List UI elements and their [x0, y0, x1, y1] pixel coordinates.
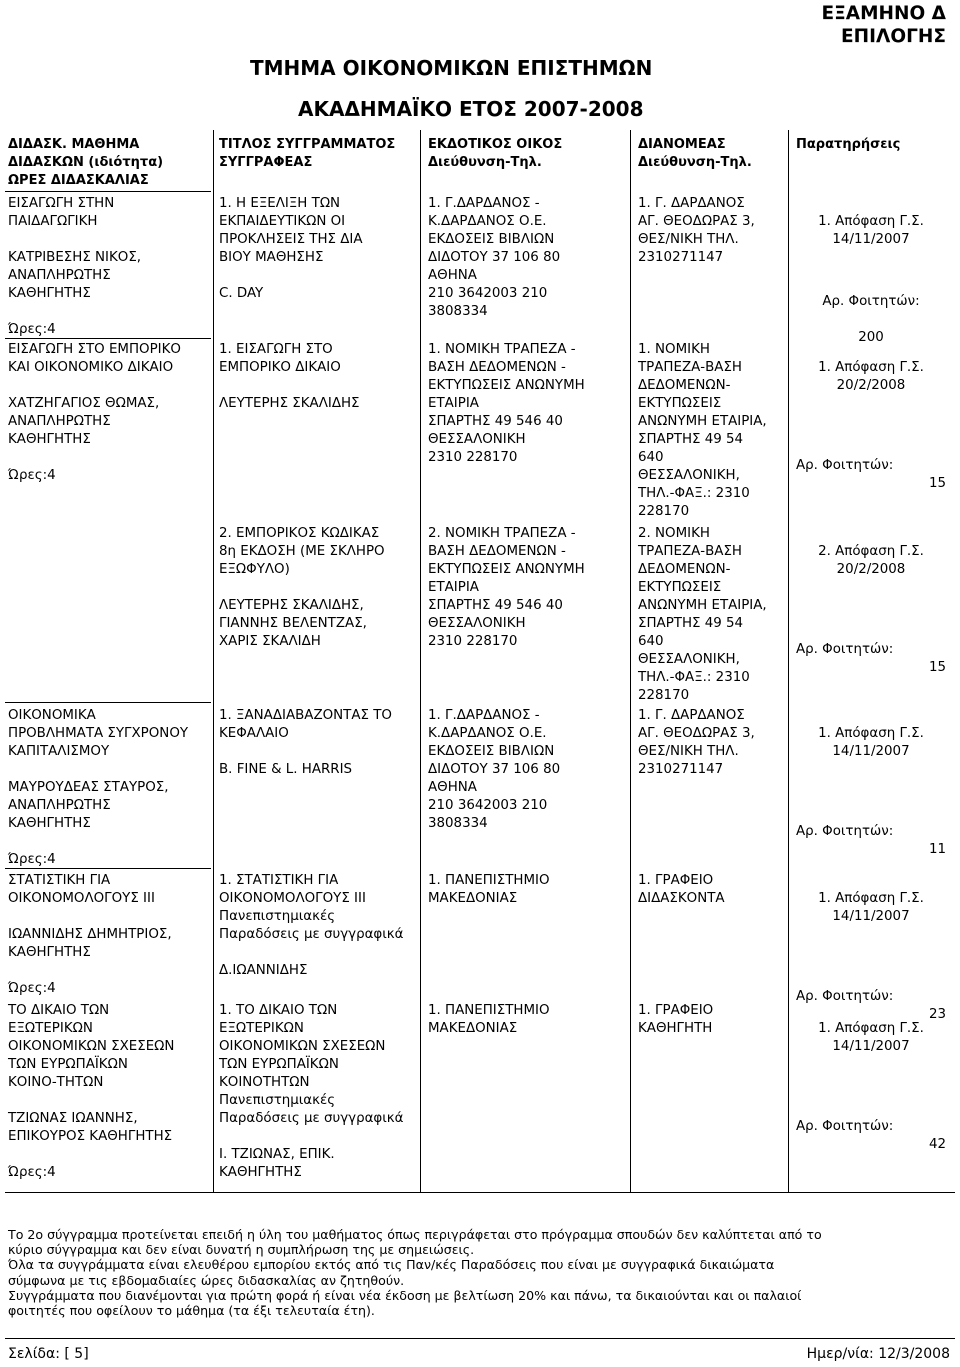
course-cell: ΤΟ ΔΙΚΑΙΟ ΤΩΝ ΕΞΩΤΕΡΙΚΩΝ ΟΙΚΟΝΟΜΙΚΩΝ ΣΧΕΣΕΩΝ ΤΩΝ ΕΥΡΩΠΑΪΚΩΝ ΚΟΙΝΟ-ΤΗΤΩΝ ΤΖΙΩΝΑΣ ΙΩΑΝΝΗΣ, ΕΠΙΚΟΥΡΟΣ ΚΑΘΗΓΗΤΗΣ Ώρες:4	[8, 1003, 175, 1180]
column-header-title: ΤΙΤΛΟΣ ΣΥΓΓΡΑΜΜΑΤΟΣ ΣΥΓΓΡΑΦΕΑΣ	[219, 137, 396, 170]
book-title-cell: 2. ΕΜΠΟΡΙΚΟΣ ΚΩΔΙΚΑΣ 8η ΕΚΔΟΣΗ (ΜΕ ΣΚΛΗΡΟ ΕΞΩΦΥΛΟ) ΛΕΥΤΕΡΗΣ ΣΚΑΛΙΔΗΣ, ΓΙΑΝΝΗΣ ΒΕΛΕΝΤΖΑΣ, ΧΑΡΙΣ ΣΚΑΛΙΔΗ	[219, 526, 385, 649]
students-count: 11	[928, 842, 946, 857]
book-title-cell: 1. Η ΕΞΕΛΙΞΗ ΤΩΝ ΕΚΠΑΙΔΕΥΤΙΚΩΝ ΟΙ ΠΡΟΚΛΗΣΕΙΣ ΤΗΣ ΔΙΑ ΒΙΟΥ ΜΑΘΗΣΗΣ C. DAY	[219, 196, 363, 301]
distributor-cell: 1. Γ. ΔΑΡΔΑΝΟΣ ΑΓ. ΘΕΟΔΩΡΑΣ 3, ΘΕΣ/ΝΙΚΗ ΤΗΛ. 2310271147	[638, 196, 755, 265]
page-number: Σελίδα: [ 5]	[8, 1346, 89, 1362]
row-divider	[5, 702, 211, 703]
column-header-publisher: ΕΚΔΟΤΙΚΟΣ ΟΙΚΟΣ Διεύθυνση-Τηλ.	[428, 137, 563, 170]
notes-cell	[796, 525, 946, 695]
distributor-cell: 1. Γ. ΔΑΡΔΑΝΟΣ ΑΓ. ΘΕΟΔΩΡΑΣ 3, ΘΕΣ/ΝΙΚΗ ΤΗΛ. 2310271147	[638, 708, 755, 777]
book-title-cell: 1. ΣΤΑΤΙΣΤΙΚΗ ΓΙΑ ΟΙΚΟΝΟΜΟΛΟΓΟΥΣ ΙΙΙ Πανεπιστημιακές Παραδόσεις με συγγραφικά Δ.ΙΩΑΝΝΙΔΗΣ	[219, 873, 404, 978]
publisher-cell: 1. ΠΑΝΕΠΙΣΤΗΜΙΟ ΜΑΚΕΔΟΝΙΑΣ	[428, 873, 550, 906]
publisher-cell: 1. ΝΟΜΙΚΗ ΤΡΑΠΕΖΑ - ΒΑΣΗ ΔΕΔΟΜΕΝΩΝ - ΕΚΤΥΠΩΣΕΙΣ ΑΝΩΝΥΜΗ ΕΤΑΙΡΙΑ ΣΠΑΡΤΗΣ 49 546 40 ΘΕΣΣΑΛΟΝΙΚΗ 2310 228170	[428, 342, 585, 465]
notes-cell	[796, 707, 946, 877]
publisher-cell: 1. ΠΑΝΕΠΙΣΤΗΜΙΟ ΜΑΚΕΔΟΝΙΑΣ	[428, 1003, 550, 1036]
students-label: Αρ. Φοιτητών:	[796, 989, 894, 1004]
publisher-cell: 2. ΝΟΜΙΚΗ ΤΡΑΠΕΖΑ - ΒΑΣΗ ΔΕΔΟΜΕΝΩΝ - ΕΚΤΥΠΩΣΕΙΣ ΑΝΩΝΥΜΗ ΕΤΑΙΡΙΑ ΣΠΑΡΤΗΣ 49 546 40 ΘΕΣΣΑΛΟΝΙΚΗ 2310 228170	[428, 526, 585, 649]
distributor-cell: 1. ΝΟΜΙΚΗ ΤΡΑΠΕΖΑ-ΒΑΣΗ ΔΕΔΟΜΕΝΩΝ- ΕΚΤΥΠΩΣΕΙΣ ΑΝΩΝΥΜΗ ΕΤΑΙΡΙΑ, ΣΠΑΡΤΗΣ 49 54 640 ΘΕΣΣΑΛΟΝΙΚΗ, ΤΗΛ.-ΦΑΞ.: 2310 228170	[638, 342, 767, 519]
semester-label: ΕΞΑΜΗΝΟ Δ ΕΠΙΛΟΓΗΣ	[821, 3, 946, 47]
students-label: Αρ. Φοιτητών:	[796, 458, 894, 473]
footnote: Το 2ο σύγγραμμα προτείνεται επειδή η ύλη του μαθήματος όπως περιγράφεται στο πρόγραμμα σπουδών δεν καλύπτεται από το κύριο σύγγραμμα και δεν είναι δυνατή η συμπλήρωση της με σημειώσεις. Όλα τα συγγράμματα είναι ελευθέρου εμπορίου εκτός από τις Παν/κές Παραδόσεις που είναι με συγγραφικά δικαιώματα σύμφωνα με τις εβδομαδιαίες ώρες διδασκαλίας αν ζητηθούν. Συγγράμματα που διανέμονται για πρώτη φορά ή είναι νέα έκδοση με βελτίωση 20% και πάνω, τα δικαιούνται και οι παλαιοί φοιτητές που οφείλουν το μάθημα (τα έξι τελευταία έτη).	[8, 1227, 822, 1319]
students-count: 15	[928, 476, 946, 491]
column-header-course: ΔΙΔΑΣΚ. ΜΑΘΗΜΑ ΔΙΔΑΣΚΩΝ (ιδιότητα) ΩΡΕΣ ΔΙΔΑΣΚΑΛΙΑΣ	[8, 137, 164, 188]
students-count: 23	[928, 1007, 946, 1022]
table-bottom-rule	[5, 1192, 955, 1193]
distributor-cell: 1. ΓΡΑΦΕΙΟ ΚΑΘΗΓΗΤΗ	[638, 1003, 714, 1036]
students-count: 15	[928, 660, 946, 675]
students-count: 42	[928, 1137, 946, 1152]
course-cell: ΣΤΑΤΙΣΤΙΚΗ ΓΙΑ ΟΙΚΟΝΟΜΟΛΟΓΟΥΣ ΙΙΙ ΙΩΑΝΝΙΔΗΣ ΔΗΜΗΤΡΙΟΣ, ΚΑΘΗΓΗΤΗΣ Ώρες:4	[8, 873, 172, 996]
column-divider	[420, 130, 421, 1192]
course-cell: ΕΙΣΑΓΩΓΗ ΣΤΗΝ ΠΑΙΔΑΓΩΓΙΚΗ ΚΑΤΡΙΒΕΣΗΣ ΝΙΚΟΣ, ΑΝΑΠΛΗΡΩΤΗΣ ΚΑΘΗΓΗΤΗΣ Ώρες:4	[8, 196, 142, 337]
distributor-cell: 1. ΓΡΑΦΕΙΟ ΔΙΔΑΣΚΟΝΤΑ	[638, 873, 725, 906]
course-cell: ΟΙΚΟΝΟΜΙΚΑ ΠΡΟΒΛΗΜΑΤΑ ΣΥΓΧΡΟΝΟΥ ΚΑΠΙΤΑΛΙΣΜΟΥ ΜΑΥΡΟΥΔΕΑΣ ΣΤΑΥΡΟΣ, ΑΝΑΠΛΗΡΩΤΗΣ ΚΑΘΗΓΗΤΗΣ Ώρες:4	[8, 708, 189, 867]
course-cell: ΕΙΣΑΓΩΓΗ ΣΤΟ ΕΜΠΟΡΙΚΟ ΚΑΙ ΟΙΚΟΝΟΜΙΚΟ ΔΙΚΑΙΟ ΧΑΤΖΗΓΑΓΙΟΣ ΘΩΜΑΣ, ΑΝΑΠΛΗΡΩΤΗΣ ΚΑΘΗΓΗΤΗΣ Ώρες:4	[8, 342, 181, 483]
footer-rule	[5, 1338, 955, 1339]
students-label: Αρ. Φοιτητών:	[822, 294, 920, 309]
decision-note: 1. Απόφαση Γ.Σ. 14/11/2007	[818, 1021, 924, 1054]
publisher-cell: 1. Γ.ΔΑΡΔΑΝΟΣ - Κ.ΔΑΡΔΑΝΟΣ Ο.Ε. ΕΚΔΟΣΕΙΣ ΒΙΒΛΙΩΝ ΔΙΔΟΤΟΥ 37 106 80 ΑΘΗΝΑ 210 3642003 210 3808334	[428, 708, 561, 831]
book-title-cell: 1. ΞΑΝΑΔΙΑΒΑΖΟΝΤΑΣ ΤΟ ΚΕΦΑΛΑΙΟ B. FINE & L. HARRIS	[219, 708, 392, 777]
students-label: Αρ. Φοιτητών:	[796, 1119, 894, 1134]
students-count: 200	[858, 330, 884, 345]
decision-note: 1. Απόφαση Γ.Σ. 14/11/2007	[818, 891, 924, 924]
distributor-cell: 2. ΝΟΜΙΚΗ ΤΡΑΠΕΖΑ-ΒΑΣΗ ΔΕΔΟΜΕΝΩΝ- ΕΚΤΥΠΩΣΕΙΣ ΑΝΩΝΥΜΗ ΕΤΑΙΡΙΑ, ΣΠΑΡΤΗΣ 49 54 640 ΘΕΣΣΑΛΟΝΙΚΗ, ΤΗΛ.-ΦΑΞ.: 2310 228170	[638, 526, 767, 703]
print-date: Ημερ/νία: 12/3/2008	[806, 1346, 950, 1362]
department-title: ΤΜΗΜΑ ΟΙΚΟΝΟΜΙΚΩΝ ΕΠΙΣΤΗΜΩΝ	[250, 56, 653, 80]
academic-year: ΑΚΑΔΗΜΑΪΚΟ ΕΤΟΣ 2007-2008	[298, 97, 644, 121]
students-label: Αρ. Φοιτητών:	[796, 824, 894, 839]
students-label: Αρ. Φοιτητών:	[796, 642, 894, 657]
decision-note: 2. Απόφαση Γ.Σ. 20/2/2008	[818, 544, 924, 577]
column-divider	[213, 130, 214, 1192]
notes-cell	[796, 1002, 946, 1172]
column-divider	[630, 130, 631, 1192]
row-divider	[5, 191, 211, 192]
notes-cell	[796, 341, 946, 511]
publisher-cell: 1. Γ.ΔΑΡΔΑΝΟΣ - Κ.ΔΑΡΔΑΝΟΣ Ο.Ε. ΕΚΔΟΣΕΙΣ ΒΙΒΛΙΩΝ ΔΙΔΟΤΟΥ 37 106 80 ΑΘΗΝΑ 210 3642003 210 3808334	[428, 196, 561, 319]
decision-note: 1. Απόφαση Γ.Σ. 20/2/2008	[818, 360, 924, 393]
book-title-cell: 1. ΤΟ ΔΙΚΑΙΟ ΤΩΝ ΕΞΩΤΕΡΙΚΩΝ ΟΙΚΟΝΟΜΙΚΩΝ ΣΧΕΣΕΩΝ ΤΩΝ ΕΥΡΩΠΑΪΚΩΝ ΚΟΙΝΟΤΗΤΩΝ Πανεπιστημιακές Παραδόσεις με συγγραφικά Ι. ΤΖΙΩΝΑΣ, ΕΠΙΚ. ΚΑΘΗΓΗΤΗΣ	[219, 1003, 404, 1180]
book-title-cell: 1. ΕΙΣΑΓΩΓΗ ΣΤΟ ΕΜΠΟΡΙΚΟ ΔΙΚΑΙΟ ΛΕΥΤΕΡΗΣ ΣΚΑΛΙΔΗΣ	[219, 342, 360, 411]
decision-note: 1. Απόφαση Γ.Σ. 14/11/2007	[818, 726, 924, 759]
column-header-notes: Παρατηρήσεις	[796, 137, 901, 152]
decision-note: 1. Απόφαση Γ.Σ. 14/11/2007	[818, 214, 924, 247]
column-header-distributor: ΔΙΑΝΟΜΕΑΣ Διεύθυνση-Τηλ.	[638, 137, 752, 170]
column-divider	[788, 130, 789, 1192]
notes-cell	[796, 195, 946, 365]
